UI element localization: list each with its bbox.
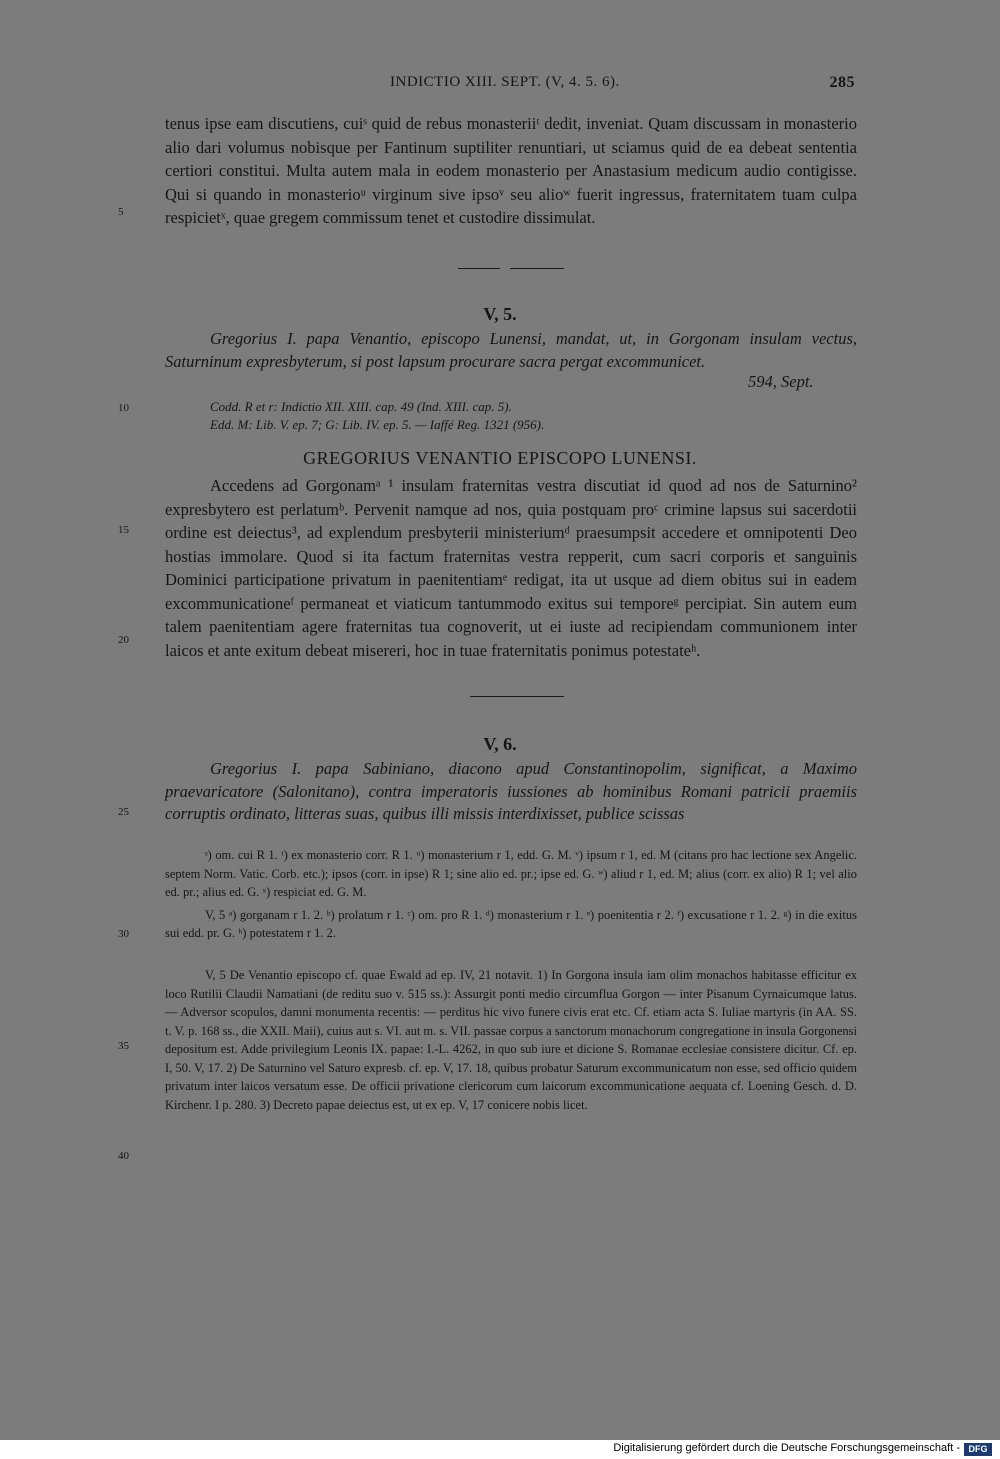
commentary-text: V, 5 De Venantio episcopo cf. quae Ewald ad ep. IV, 21 notavit. 1) In Gorgona insula iam olim monachos habitasse efficitur ex loco Rutilii Claudii Namatiani (de reditu suo v. 515 ss.): Assurgit ponti medio circumflua Gorgon — inter Pisanum Cyrnaicumque latus. — Adversor scopulos, damni monumenta recentis: — perditus hic vivo funere civis erat etc. Cf. etiam acta S. Iuliae martyris (in AA. SS. t. V. p. 168 ss., die XXII. Maii), cuius aut s. VI. aut m. s. VII. passae corpus a sanctorum monachorum congregatione in insula Gorgonensi depositum est. Adde privilegium Leonis IX. papae: I.-L. 4262, in quo sub iure et dicione S. Romanae ecclesiae consistere dicitur. Cf. ep. I, 50. V, 17. 2) De Saturnino vel Saturo expresb. cf. ep. V, 17. 18, quibus probatur Saturum excommunicatum non esse, sed officio quidem privatum inter laicos versatum esse. De officii privatione clericorum cum laicorum excommunicatione aequata cf. Loening Gesch. d. D. Kirchenr. I p. 280. 3) Decreto papae deiectus est, ut ex ep. V, 17 conicere nobis licet. (165, 968, 857, 1112)
top-paragraph: tenus ipse eam discutiens, cuiˢ quid de rebus monasteriiᵗ dedit, inveniat. Quam discussam in monasterio alio dari volumus nobisque per Fantinum suptiliter renuntiari, ut sciamus quid de ea debeat sententia certiori constitui. Multa autem mala in eodem monasterio per Anastasium medicum audio contigisse. Qui si quando in monasterioᵘ virginum sive ipsoᵛ seu alioʷ fuerit ingressus, fraternitatem tuam culpa respicietˣ, quae gregem commissum tenet et custodire dissimulat. (165, 114, 857, 227)
letter-number: V, 6. (483, 734, 517, 754)
letter-text: Accedens ad Gorgonamᵃ ¹ insulam fraternitas vestra discutiat id quod ad nos de Saturnino² expresbytero est perlatumᵇ. Pervenit namque ad nos, quia postquam proᶜ crimine lapsus sui sacerdotii ordine est deiectus³, ad explendum presbyterii ministeriumᵈ praesumpsit accedere et omnipotenti Deo hostias immolare. Quod si ita factum fraternitas vestra repperit, cum sacri corporis et sanguinis Dominici participatione privatum in paenitentiamᵉ redigat, ita ut usque ad diem obitus sui in eadem excommunicationeᶠ permaneat et viaticum tantummodo exitus sui temporeᵍ percipiat. Sin autem eum talem paenitentiam agere fraternitas tua cognoverit, ut ei iuste ad recipiendam communionem inter laicos et ante exitum debeat misereri, hoc in tuae fraternitatis ponimus potestateʰ. (165, 476, 857, 660)
letter-summary: Gregorius I. papa Sabiniano, diacono apud Constantinopolim, significat, a Maximo praevaricatore (Salonitano), contra imperatoris iussiones ab hominibus Romani patricii praemiis corruptis ordinato, litteras suas, quibus illi missis interdixisset, publice scissas (165, 759, 857, 823)
letter-number: V, 5. (483, 304, 517, 324)
line-number: 15 (118, 524, 129, 536)
apparatus-note: ˢ) om. cui R 1. ᵗ) ex monasterio corr. R 1. ᵘ) monasterium r 1, edd. G. M. ᵛ) ipsum r 1, ed. M (citans pro hac lectione sex Angelic. septem Norm. Vatic. Corb. etc.); ipsos (corr. in ipse) R 1; sine alio ed. pr.; ipse ed. G. ʷ) aliud r 1, ed. M; alius (corr. ex alio) R 1; vel alio ed. pr.; alius ed. G. ˣ) respiciat ed. G. M. (165, 848, 857, 899)
dfg-logo: DFG (964, 1443, 992, 1456)
apparatus-block (165, 846, 857, 943)
editions-line: Edd. M: Lib. V. ep. 7; G: Lib. IV. ep. 5. — Iaffé Reg. 1321 (956). (210, 417, 545, 432)
line-number: 25 (118, 806, 129, 818)
line-number: 40 (118, 1150, 129, 1162)
running-header (165, 74, 855, 98)
letter-summary: Gregorius I. papa Venantio, episcopo Lunensi, mandat, ut, in Gorgonam insulam vectus, Saturninum expresbyterum, si post lapsum procurare sacra pergat excommunicet. (165, 329, 857, 371)
line-number: 35 (118, 1040, 129, 1052)
letter-summary-block (165, 758, 857, 826)
codices-line: Codd. R et r: Indictio XII. XIII. cap. 49 (Ind. XIII. cap. 5). (210, 399, 512, 414)
line-number: 5 (118, 206, 124, 218)
top-paragraph-block (165, 112, 857, 230)
page-number: 285 (829, 74, 855, 91)
apparatus-note: V, 5 ᵃ) gorganam r 1. 2. ᵇ) prolatum r 1. ᶜ) om. pro R 1. ᵈ) monasterium r 1. ᵉ) poenitentia r 2. ᶠ) excusatione r 1. 2. ᵍ) in die exitus sui edd. pr. G. ʰ) potestatem r 1. 2. (165, 907, 857, 940)
line-number: 20 (118, 634, 129, 646)
footer-bar (0, 1440, 1000, 1459)
separator-rule (510, 268, 564, 269)
letter-heading: GREGORIUS VENANTIO EPISCOPO LUNENSI. (303, 448, 697, 468)
line-number: 10 (118, 402, 129, 414)
line-number: 30 (118, 928, 129, 940)
letter-date: 594, Sept. (748, 372, 814, 391)
letter-summary-block (165, 328, 857, 373)
letter-text-block (165, 474, 857, 662)
separator-rule (458, 268, 500, 269)
commentary-block (165, 966, 857, 1114)
separator-rule (470, 696, 564, 697)
running-title: INDICTIO XIII. SEPT. (V, 4. 5. 6). (390, 74, 620, 90)
footer-credit: Digitalisierung gefördert durch die Deutsche Forschungsgemeinschaft - (613, 1442, 960, 1454)
